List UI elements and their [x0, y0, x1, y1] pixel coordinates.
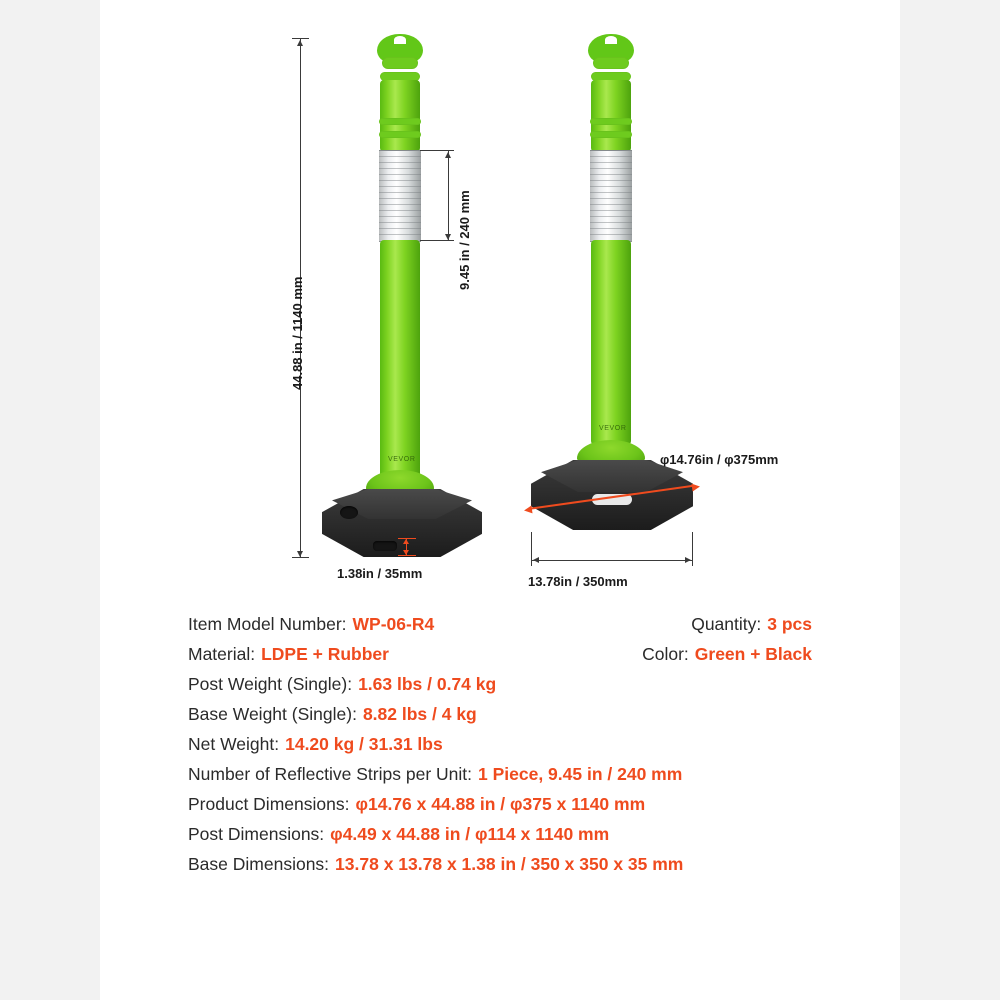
- overall-height-tick-bottom: [292, 557, 309, 558]
- spec-row-base-weight: [100, 702, 900, 726]
- spec-label-post-weight: Post Weight (Single):: [188, 674, 353, 694]
- base-diagonal-arrow-left: [523, 505, 532, 514]
- reflective-strip-arrow-down: [445, 234, 451, 240]
- spec-value-base-weight: 8.82 lbs / 4 kg: [362, 704, 477, 724]
- overall-height-label: 44.88 in / 1140 mm: [290, 276, 305, 390]
- spec-group-quantity: [691, 612, 900, 636]
- post-collar-ring-2: [379, 118, 421, 125]
- spec-label-material: Material:: [188, 644, 256, 664]
- spec-row-post-dimensions: [100, 822, 900, 846]
- spec-row-base-dimensions: [100, 852, 900, 876]
- spec-value-quantity: 3 pcs: [767, 614, 812, 634]
- spec-label-net-weight: Net Weight:: [188, 734, 280, 754]
- spec-value-post-dimensions: φ4.49 x 44.88 in / φ114 x 1140 mm: [330, 824, 610, 844]
- spec-row-model-quantity: [100, 612, 900, 636]
- spec-label-model: Item Model Number:: [188, 614, 347, 634]
- post-brand-label: VEVOR: [388, 456, 416, 463]
- base-diagonal-arrow-right: [691, 482, 700, 491]
- post-lower-tube-2: [591, 240, 631, 445]
- spec-row-material-color: [100, 642, 900, 666]
- specifications-list: [100, 612, 900, 882]
- reflective-strip-tick-bottom: [420, 240, 454, 241]
- base-width-tick-right: [692, 532, 693, 566]
- spec-value-model: WP-06-R4: [352, 614, 435, 634]
- spec-row-post-weight: [100, 672, 900, 696]
- overall-height-arrow-up: [297, 40, 303, 46]
- base-width-label: 13.78in / 350mm: [528, 574, 628, 589]
- base-slot-front: [373, 541, 397, 551]
- spec-value-material: LDPE + Rubber: [261, 644, 389, 664]
- post-upper-tube-2: [591, 80, 631, 152]
- post-upper-collar: [382, 57, 418, 69]
- base-width-arrow-right: [685, 557, 691, 563]
- spec-value-post-weight: 1.63 lbs / 0.74 kg: [358, 674, 497, 694]
- spec-row-reflective-strips: [100, 762, 900, 786]
- base-width-line: [531, 560, 693, 561]
- base-thickness-arrow-down: [403, 550, 409, 555]
- base-thickness-label: 1.38in / 35mm: [337, 566, 423, 581]
- reflective-strip-tick-top: [420, 150, 454, 151]
- spec-value-net-weight: 14.20 kg / 31.31 lbs: [285, 734, 443, 754]
- spec-value-product-dimensions: φ14.76 x 44.88 in / φ375 x 1140 mm: [355, 794, 646, 814]
- product-spec-sheet: [100, 0, 900, 1000]
- base-diagonal-label: φ14.76in / φ375mm: [660, 452, 779, 467]
- spec-label-product-dimensions: Product Dimensions:: [188, 794, 350, 814]
- base-thickness-tick-bottom: [398, 555, 416, 556]
- product-illustration: [100, 0, 900, 610]
- base-thickness-arrow-up: [403, 539, 409, 544]
- post-collar-ring-2-3: [590, 131, 632, 138]
- illustration-canvas: [100, 0, 900, 1000]
- base-width-tick-left: [531, 532, 532, 566]
- post-cap-notch: [394, 36, 406, 44]
- post-lower-tube: [380, 240, 420, 485]
- spec-value-color: Green + Black: [694, 644, 812, 664]
- post-cap-notch-2: [605, 36, 617, 44]
- spec-row-net-weight: [100, 732, 900, 756]
- spec-label-color: Color:: [642, 644, 689, 664]
- post-brand-label-2: VEVOR: [599, 425, 627, 432]
- spec-label-base-weight: Base Weight (Single):: [188, 704, 357, 724]
- spec-group-color: [642, 642, 900, 666]
- base-anchor-hole: [340, 506, 358, 519]
- spec-label-reflective-strips: Number of Reflective Strips per Unit:: [188, 764, 472, 784]
- reflective-strip-texture: [379, 150, 421, 240]
- reflective-strip-texture-2: [590, 150, 632, 240]
- overall-height-arrow-down: [297, 551, 303, 557]
- post-collar-ring-2-2: [590, 118, 632, 125]
- base-width-arrow-left: [533, 557, 539, 563]
- overall-height-tick-top: [292, 38, 309, 39]
- post-upper-collar-2: [593, 57, 629, 69]
- spec-label-base-dimensions: Base Dimensions:: [188, 854, 330, 874]
- reflective-strip-arrow-up: [445, 152, 451, 158]
- spec-label-post-dimensions: Post Dimensions:: [188, 824, 325, 844]
- spec-row-product-dimensions: [100, 792, 900, 816]
- spec-value-base-dimensions: 13.78 x 13.78 x 1.38 in / 350 x 350 x 35 mm: [335, 854, 684, 874]
- spec-label-quantity: Quantity:: [691, 614, 762, 634]
- reflective-strip-line: [448, 150, 449, 240]
- post-collar-ring-3: [379, 131, 421, 138]
- post-upper-tube: [380, 80, 420, 152]
- reflective-strip-label: 9.45 in / 240 mm: [457, 190, 472, 290]
- spec-value-reflective-strips: 1 Piece, 9.45 in / 240 mm: [478, 764, 683, 784]
